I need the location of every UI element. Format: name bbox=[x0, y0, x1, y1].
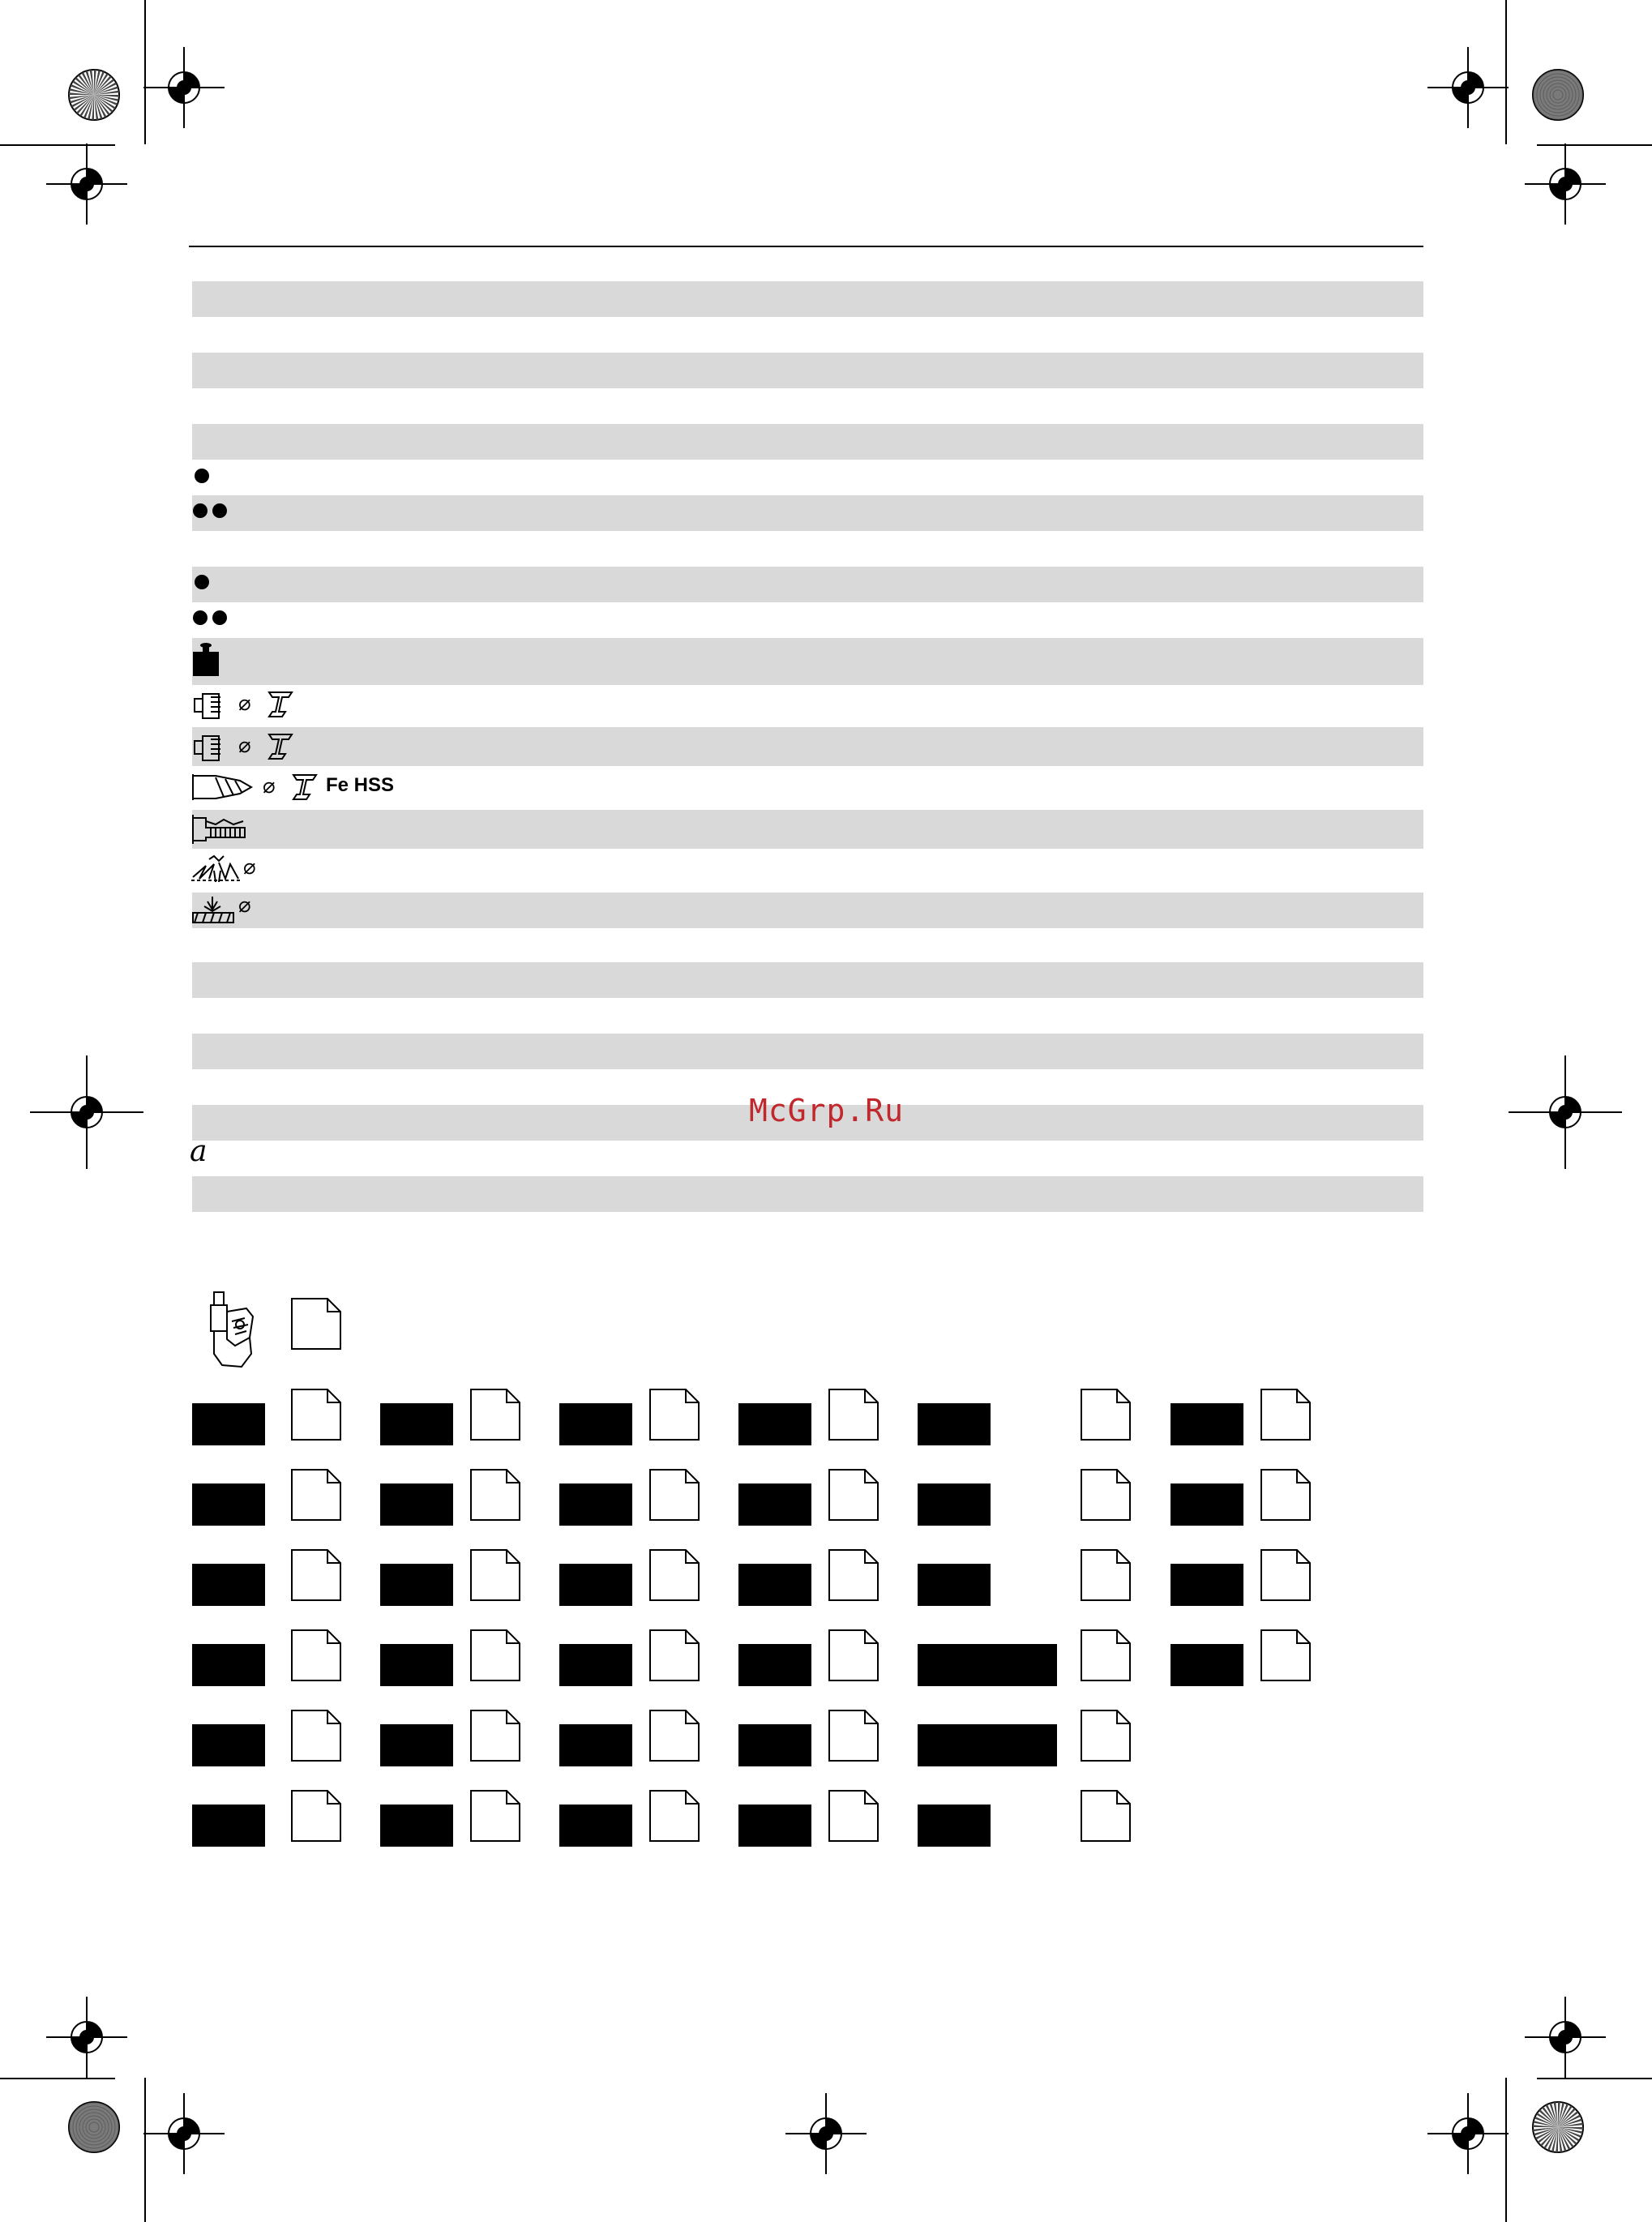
document-page-icon bbox=[828, 1629, 879, 1682]
part-number-block bbox=[918, 1724, 1057, 1766]
document-page-icon bbox=[469, 1548, 521, 1602]
steel-beam-icon bbox=[290, 772, 319, 803]
drill-bit-icon bbox=[191, 773, 255, 802]
document-page-icon bbox=[1260, 1468, 1312, 1522]
alpha-symbol: a bbox=[190, 1135, 208, 1168]
part-number-block bbox=[192, 1403, 265, 1445]
wood-hole-icon bbox=[191, 854, 240, 885]
weight-icon bbox=[191, 642, 220, 678]
part-number-block bbox=[559, 1724, 632, 1766]
document-page-icon bbox=[828, 1709, 879, 1762]
part-number-block bbox=[192, 1564, 265, 1606]
diameter-symbol: ⌀ bbox=[238, 734, 251, 758]
crosshair-registration-icon bbox=[1411, 31, 1525, 144]
part-number-block bbox=[918, 1564, 991, 1606]
part-number-block bbox=[380, 1403, 453, 1445]
crosshair-registration-icon bbox=[127, 31, 241, 144]
hole-saw-icon bbox=[193, 733, 232, 764]
document-page-icon bbox=[648, 1629, 700, 1682]
screw-icon bbox=[191, 813, 250, 846]
document-page-icon bbox=[469, 1629, 521, 1682]
part-number-block bbox=[380, 1483, 453, 1526]
double-dot-icon bbox=[212, 503, 227, 518]
diameter-symbol: ⌀ bbox=[238, 893, 251, 918]
part-number-block bbox=[738, 1724, 811, 1766]
document-page-icon bbox=[648, 1709, 700, 1762]
part-number-block bbox=[1171, 1564, 1243, 1606]
table-row-band bbox=[192, 727, 1423, 766]
crosshair-registration-icon bbox=[1411, 2077, 1525, 2190]
double-dot-icon bbox=[193, 503, 208, 518]
part-number-block bbox=[738, 1805, 811, 1847]
document-page-icon bbox=[290, 1629, 342, 1682]
grey-disc-icon bbox=[1531, 68, 1585, 122]
fe-hss-label: Fe HSS bbox=[326, 774, 395, 796]
table-row-band bbox=[192, 1034, 1423, 1069]
double-dot-icon bbox=[212, 610, 227, 625]
table-row-band bbox=[192, 638, 1423, 685]
document-page-icon bbox=[828, 1789, 879, 1843]
document-page-icon bbox=[1080, 1388, 1132, 1441]
table-row-band bbox=[192, 567, 1423, 602]
starburst-disc-icon bbox=[1531, 2100, 1585, 2154]
part-number-block bbox=[918, 1483, 991, 1526]
crosshair-registration-icon bbox=[30, 1980, 143, 2094]
document-page-icon bbox=[1260, 1629, 1312, 1682]
document-page-icon bbox=[290, 1468, 342, 1522]
part-number-block bbox=[1171, 1483, 1243, 1526]
steel-beam-icon bbox=[266, 689, 295, 720]
part-number-block bbox=[1171, 1644, 1243, 1686]
single-dot-icon bbox=[195, 469, 209, 483]
crosshair-registration-icon bbox=[1509, 1055, 1622, 1169]
table-row-band bbox=[192, 424, 1423, 460]
document-page-icon bbox=[648, 1468, 700, 1522]
document-page-icon bbox=[648, 1548, 700, 1602]
table-row-band bbox=[192, 810, 1423, 849]
part-number-block bbox=[559, 1644, 632, 1686]
document-page-icon bbox=[290, 1789, 342, 1843]
document-page-icon bbox=[1080, 1709, 1132, 1762]
document-page-icon bbox=[290, 1709, 342, 1762]
grey-disc-icon bbox=[67, 2100, 121, 2154]
diameter-symbol: ⌀ bbox=[238, 691, 251, 716]
part-number-block bbox=[559, 1483, 632, 1526]
part-number-block bbox=[559, 1403, 632, 1445]
steel-beam-icon bbox=[266, 731, 295, 762]
part-number-block bbox=[192, 1644, 265, 1686]
document-page-icon bbox=[290, 1297, 342, 1351]
table-row-band bbox=[192, 893, 1423, 928]
document-page-icon bbox=[290, 1548, 342, 1602]
document-page-icon bbox=[469, 1709, 521, 1762]
part-number-block bbox=[738, 1483, 811, 1526]
part-number-block bbox=[559, 1564, 632, 1606]
part-number-block bbox=[192, 1805, 265, 1847]
part-number-block bbox=[380, 1564, 453, 1606]
document-page-icon bbox=[1080, 1548, 1132, 1602]
document-page-icon bbox=[1260, 1548, 1312, 1602]
table-row-band bbox=[192, 353, 1423, 388]
part-number-block bbox=[380, 1644, 453, 1686]
document-page-icon bbox=[469, 1468, 521, 1522]
part-number-block bbox=[559, 1805, 632, 1847]
part-number-block bbox=[918, 1403, 991, 1445]
table-row-band bbox=[192, 281, 1423, 317]
document-page-icon bbox=[1080, 1789, 1132, 1843]
document-page-icon bbox=[828, 1548, 879, 1602]
crosshair-registration-icon bbox=[769, 2077, 883, 2190]
watermark: McGrp.Ru bbox=[749, 1093, 905, 1128]
crosshair-registration-icon bbox=[127, 2077, 241, 2190]
part-number-block bbox=[738, 1644, 811, 1686]
table-row-band bbox=[192, 1176, 1423, 1212]
document-page-icon bbox=[648, 1388, 700, 1441]
document-page-icon bbox=[469, 1388, 521, 1441]
document-page-icon bbox=[290, 1388, 342, 1441]
document-page-icon bbox=[828, 1468, 879, 1522]
starburst-disc-icon bbox=[67, 68, 121, 122]
crosshair-registration-icon bbox=[30, 127, 143, 241]
table-row-band bbox=[192, 962, 1423, 998]
document-page-icon bbox=[648, 1789, 700, 1843]
part-number-block bbox=[1171, 1403, 1243, 1445]
double-dot-icon bbox=[193, 610, 208, 625]
document-page-icon bbox=[1260, 1388, 1312, 1441]
table-row-band bbox=[192, 495, 1423, 531]
header-rule bbox=[189, 246, 1423, 247]
diameter-symbol: ⌀ bbox=[243, 855, 256, 880]
masonry-hole-icon bbox=[191, 895, 235, 924]
part-number-block bbox=[380, 1724, 453, 1766]
part-number-block bbox=[738, 1564, 811, 1606]
part-number-block bbox=[380, 1805, 453, 1847]
document-page-icon bbox=[469, 1789, 521, 1843]
crosshair-registration-icon bbox=[1509, 1980, 1622, 2094]
part-number-block bbox=[918, 1644, 1057, 1686]
document-page-icon bbox=[1080, 1468, 1132, 1522]
battery-drill-icon bbox=[203, 1289, 261, 1370]
crosshair-registration-icon bbox=[1509, 127, 1622, 241]
crosshair-registration-icon bbox=[30, 1055, 143, 1169]
diameter-symbol: ⌀ bbox=[263, 774, 276, 798]
part-number-block bbox=[192, 1483, 265, 1526]
document-page-icon bbox=[1080, 1629, 1132, 1682]
part-number-block bbox=[918, 1805, 991, 1847]
part-number-block bbox=[738, 1403, 811, 1445]
single-dot-icon bbox=[195, 575, 209, 589]
hole-saw-icon bbox=[193, 691, 232, 721]
document-page-icon bbox=[828, 1388, 879, 1441]
part-number-block bbox=[192, 1724, 265, 1766]
